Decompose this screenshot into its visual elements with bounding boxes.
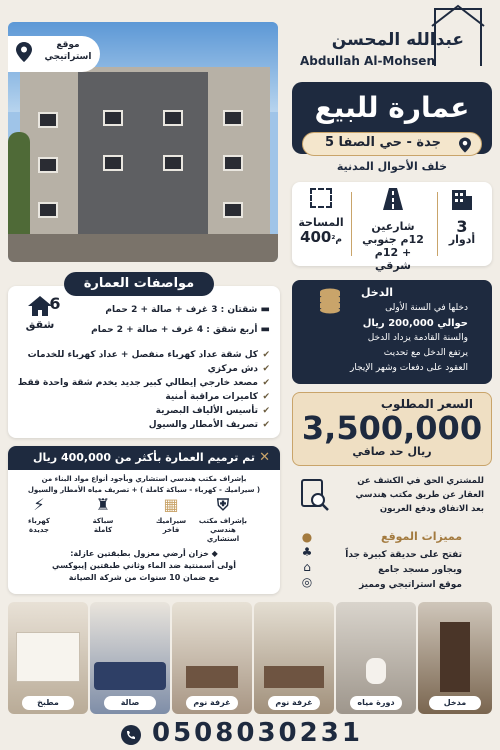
floors-label: أدوار: [448, 233, 476, 246]
check-icon: ✔: [262, 420, 270, 430]
bed-icon: ▬: [260, 324, 270, 335]
logo-english: Abdullah Al-Mohsen: [300, 54, 435, 68]
room-label: غرفة نوم: [268, 696, 320, 710]
location-badge: [8, 36, 100, 72]
room-photo-bedroom: [172, 602, 252, 714]
map-pin-icon: [16, 42, 32, 62]
price-value: 3,500,000: [301, 409, 483, 447]
price-unit: ريال حد صافي: [352, 445, 432, 458]
room-label: مدخل: [429, 696, 481, 710]
specs-card: [8, 286, 280, 438]
feature-item: موقع استراتيجي ومميز: [359, 580, 462, 590]
spec-item: ✔مصعد خارجي إيطالي كبير جديد يخدم شقة واحدة فقط: [17, 378, 270, 388]
shield-icon: ⛨: [216, 495, 229, 514]
location-features: [292, 530, 492, 600]
document-search-icon: [300, 478, 330, 512]
room-label: مطبخ: [22, 696, 74, 710]
income-card: [292, 280, 492, 384]
area-unit: م²: [331, 235, 342, 245]
price-label: السعر المطلوب: [380, 397, 473, 411]
logo-arabic: عبدالله المحسن: [331, 30, 464, 50]
income-line: يرتفع الدخل مع تحديث: [383, 348, 468, 358]
location-note: خلف الأحوال المدنية: [336, 160, 448, 173]
engineer-line: بعد الاتفاق ودفع العربون: [379, 504, 484, 514]
area-icon: [310, 188, 332, 208]
renovation-feature: ▦ سيراميك فاخر: [155, 495, 187, 534]
renovation-line2: ( سيراميك - كهرباء - سباكة كاملة ) + تصريف مياه الأمطار والسيول: [27, 486, 261, 494]
spec-item: ✔كل شقة عداد كهرباء منفصل + عداد كهرباء للخدمات: [27, 350, 270, 360]
room-photo-kitchen: [8, 602, 88, 714]
home-icon: [28, 296, 52, 316]
tank-line: مع ضمان 10 سنوات من شركة الصيانة: [68, 573, 220, 582]
drop-icon: ◆: [211, 549, 218, 558]
phone-number[interactable]: [120, 718, 380, 750]
room-photo-entrance: [418, 602, 492, 714]
phone-text[interactable]: 0508030231: [152, 718, 363, 748]
renovation-feature: ⛨ بإشراف مكتب هندسي استشاري: [198, 495, 248, 543]
tank-line: أولى أسمنتية ضد الماء وثاني طبقتين إيبوكسي: [52, 561, 236, 570]
room-label: غرفة نوم: [186, 696, 238, 710]
room-label: دورة مياه: [350, 696, 402, 710]
target-icon: ◎: [301, 575, 313, 589]
check-icon: ✔: [262, 378, 270, 388]
price-card: [292, 392, 492, 466]
spec-line-1-text: شقتان : 3 غرف + صالة + 2 حمام: [105, 305, 258, 315]
renovation-line1: بإشراف مكتب هندسي استشاري وبأجود أنواع مواد البناء من: [41, 475, 247, 483]
bed-icon: ▬: [260, 304, 270, 315]
check-icon: ✔: [262, 392, 270, 402]
room-label: صالة: [104, 696, 156, 710]
tree-icon: ♣: [301, 545, 313, 559]
renovation-title: تم ترميم العمارة بأكثر من 400,000 ريال ✕: [8, 446, 280, 470]
engineer-section: [292, 472, 492, 524]
specs-title: مواصفات العمارة: [64, 272, 214, 296]
spec-line-1: [105, 304, 270, 315]
road-icon: [381, 188, 405, 210]
map-pin-icon: [459, 137, 471, 157]
tools-icon: ✕: [259, 450, 270, 465]
streets-line3: + 12م شرقي: [374, 246, 412, 272]
renovation-feature: ⚡ كهرباء جديدة: [28, 495, 50, 534]
engineer-line: العقار عن طريق مكتب هندسي: [355, 490, 484, 500]
mosque-icon: ⌂: [303, 560, 311, 574]
building-icon: [450, 188, 474, 210]
income-line: حوالي 200,000 ريال: [362, 318, 468, 329]
renovation-feature: ♜ سباكة كاملة: [92, 495, 114, 534]
location-pill: [302, 132, 482, 156]
feature-item: تفتح على حديقة كبيرة جداً: [345, 550, 462, 560]
tank-line: ◆ خزان أرضي معزول بطبقتين عازلة:: [70, 549, 218, 558]
check-icon: ✔: [262, 350, 270, 360]
whatsapp-icon: [120, 724, 142, 746]
spec-item: ✔كاميرات مراقبة أمنية: [165, 392, 270, 402]
feature-item: ويجاور مسجد جامع: [378, 565, 462, 575]
income-line: دخلها في السنة الأولى: [385, 303, 468, 313]
location-text: جدة - حي الصفا 5: [324, 135, 441, 150]
income-line: والسنة القادمة يزداد الدخل: [367, 333, 468, 343]
logo: [292, 8, 492, 74]
check-icon: ✔: [262, 364, 270, 374]
spec-item: ✔تصريف الأمطار والسيول: [148, 420, 270, 430]
room-photo-bedroom: [254, 602, 334, 714]
spec-line-2: [91, 324, 270, 335]
engineer-line: للمشتري الحق في الكشف عن: [357, 476, 484, 486]
location-badge-line1: موقع: [56, 40, 80, 50]
stats-card: [292, 182, 492, 272]
tiles-icon: ▦: [163, 495, 179, 514]
features-title: مميزات الموقع: [380, 530, 462, 543]
location-badge-line2: استراتيجي: [44, 52, 92, 62]
area-label: المساحة: [298, 216, 344, 229]
streets-line1: شارعين: [371, 220, 415, 233]
spec-item: ✔تأسيس الألياف البصرية: [155, 406, 270, 416]
coins-icon: [318, 288, 342, 314]
spec-line-2-text: أربع شقق : 4 غرف + صالة + 2 حمام: [91, 325, 258, 335]
faucet-icon: ♜: [95, 495, 111, 514]
floors-value: 3: [456, 217, 468, 236]
area-value: 400: [300, 228, 332, 246]
map-pin-icon: ●: [301, 530, 313, 544]
spec-item: ✔دش مركزي: [207, 364, 270, 374]
apartments-count: 6: [49, 294, 61, 313]
check-icon: ✔: [262, 406, 270, 416]
apartments-label: شقق: [25, 318, 55, 331]
room-photo-living: [90, 602, 170, 714]
streets-line2: 12م جنوبي: [362, 233, 424, 246]
income-line: العقود على دفعات وشهر الإيجار: [350, 363, 468, 373]
room-photo-bathroom: [336, 602, 416, 714]
income-title: الدخل: [360, 286, 393, 299]
page-title: عمارة للبيع: [314, 91, 470, 124]
bolt-icon: ⚡: [33, 495, 45, 514]
